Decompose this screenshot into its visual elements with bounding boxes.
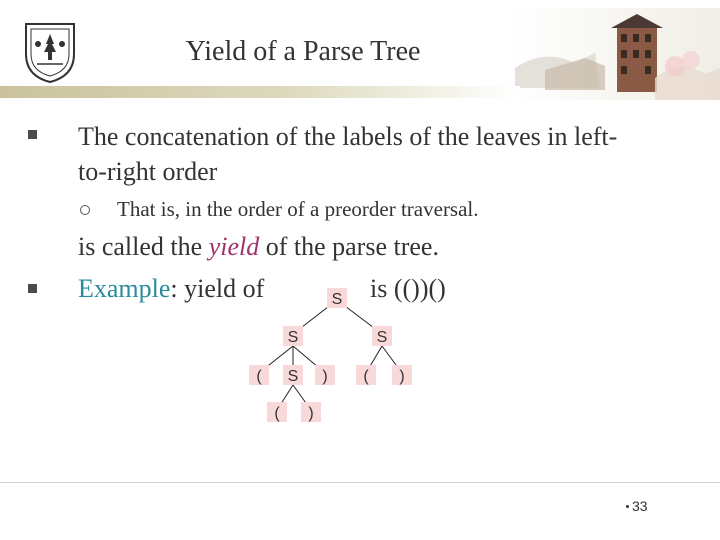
svg-text:S: S — [287, 368, 299, 385]
svg-text:): ) — [308, 405, 314, 422]
svg-text:(: ( — [274, 405, 280, 422]
page-number: 33 — [632, 498, 648, 514]
called-prefix: is called the — [78, 232, 209, 261]
svg-text:S: S — [331, 291, 343, 308]
bullet1-line1: The concatenation of the labels of the leaves in left- — [78, 122, 618, 151]
example-label: Example — [78, 274, 171, 303]
bullet1-line2: to-right order — [78, 157, 218, 186]
page-number-dot-icon — [626, 505, 629, 508]
svg-text:): ) — [322, 368, 328, 385]
yield-term: yield — [208, 232, 260, 261]
sub-bullet-text: That is, in the order of a preorder traversal. — [117, 197, 479, 221]
tree-node-left-rparen — [315, 365, 335, 385]
tree-node-root — [327, 288, 347, 308]
tree-node-inner-rparen — [301, 402, 321, 422]
tree-node-inner-lparen — [267, 402, 287, 422]
svg-text:S: S — [287, 329, 299, 346]
svg-text:S: S — [376, 329, 388, 346]
footer-divider — [0, 482, 720, 483]
svg-text:(: ( — [363, 368, 369, 385]
tree-node-left-lparen — [249, 365, 269, 385]
tree-node-right-rparen — [392, 365, 412, 385]
tree-node-right — [372, 326, 392, 346]
example-mid: : yield of — [170, 274, 265, 303]
slide-title: Yield of a Parse Tree — [185, 36, 421, 67]
called-suffix: of the parse tree. — [259, 232, 439, 261]
example-result: is (())() — [370, 274, 446, 303]
tree-node-left — [283, 326, 303, 346]
tree-node-left-mid — [283, 365, 303, 385]
svg-text:(: ( — [256, 368, 262, 385]
svg-text:): ) — [399, 368, 405, 385]
tree-node-right-lparen — [356, 365, 376, 385]
